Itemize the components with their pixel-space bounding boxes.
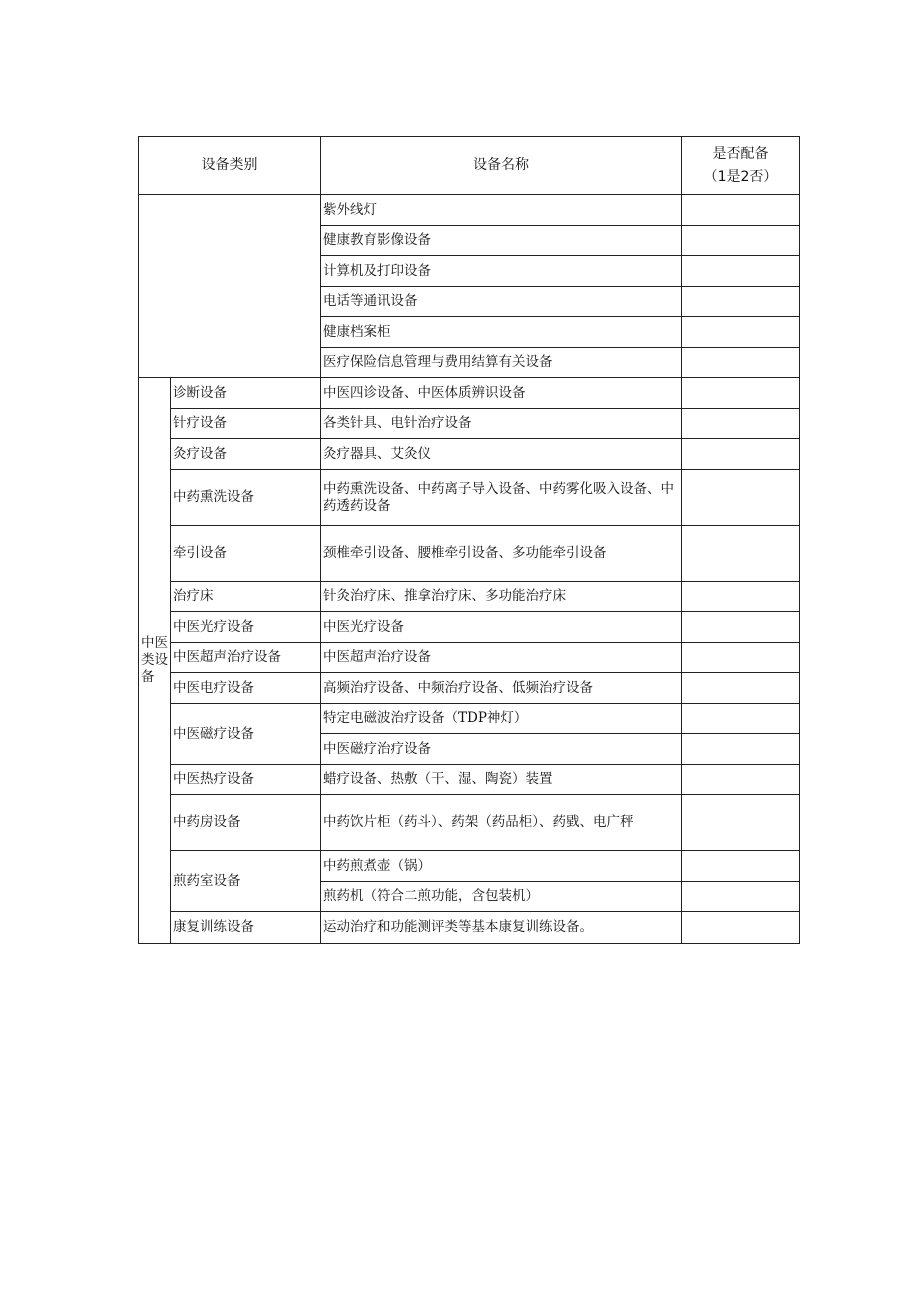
table-row [139, 643, 800, 673]
tcm-category-cell: 中医类设备 [139, 378, 171, 944]
header-row [139, 137, 800, 195]
table-row [139, 470, 800, 526]
table-row [139, 851, 800, 882]
item-name: 医疗保险信息管理与费用结算有关设备 [321, 348, 682, 378]
item-name: 针灸治疗床、推拿治疗床、多功能治疗床 [321, 582, 682, 612]
item-name: 中医四诊设备、中医体质辨识设备 [321, 378, 682, 409]
table-row [139, 582, 800, 612]
flag-cell[interactable] [682, 795, 800, 851]
item-name: 煎药机（符合二煎功能，含包装机） [321, 882, 682, 912]
subcategory: 治疗床 [171, 582, 321, 612]
item-name: 特定电磁波治疗设备（TDP神灯） [321, 704, 682, 734]
subcategory: 牵引设备 [171, 526, 321, 582]
flag-cell[interactable] [682, 582, 800, 612]
flag-cell[interactable] [682, 704, 800, 734]
item-name: 中医超声治疗设备 [321, 643, 682, 673]
item-name: 中医磁疗治疗设备 [321, 734, 682, 765]
item-name: 中药煎煮壶（锅） [321, 851, 682, 882]
flag-cell[interactable] [682, 526, 800, 582]
item-name: 健康档案柜 [321, 317, 682, 348]
flag-cell[interactable] [682, 643, 800, 673]
flag-cell[interactable] [682, 765, 800, 795]
flag-cell[interactable] [682, 195, 800, 226]
item-name: 蜡疗设备、热敷（干、湿、陶瓷）装置 [321, 765, 682, 795]
item-name: 各类针具、电针治疗设备 [321, 409, 682, 439]
flag-cell[interactable] [682, 439, 800, 470]
table-row [139, 378, 800, 409]
subcategory: 中医光疗设备 [171, 612, 321, 643]
equipment-table [138, 136, 800, 944]
table-row [139, 439, 800, 470]
flag-cell[interactable] [682, 348, 800, 378]
item-name: 中药熏洗设备、中药离子导入设备、中药雾化吸入设备、中药透药设备 [321, 470, 682, 526]
table-row [139, 673, 800, 704]
table-row [139, 526, 800, 582]
flag-cell[interactable] [682, 378, 800, 409]
header-flag [682, 137, 800, 195]
subcategory: 中医磁疗设备 [171, 704, 321, 765]
subcategory: 中医电疗设备 [171, 673, 321, 704]
subcategory: 针疗设备 [171, 409, 321, 439]
item-name: 电话等通讯设备 [321, 287, 682, 317]
flag-cell[interactable] [682, 734, 800, 765]
table-row [139, 195, 800, 226]
flag-cell[interactable] [682, 470, 800, 526]
subcategory: 中药房设备 [171, 795, 321, 851]
header-name: 设备名称 [321, 137, 682, 195]
item-name: 颈椎牵引设备、腰椎牵引设备、多功能牵引设备 [321, 526, 682, 582]
flag-cell[interactable] [682, 882, 800, 912]
subcategory: 煎药室设备 [171, 851, 321, 912]
flag-cell[interactable] [682, 317, 800, 348]
item-name: 中药饮片柜（药斗）、药架（药品柜）、药戥、电广秤 [321, 795, 682, 851]
table-row [139, 612, 800, 643]
table-row [139, 704, 800, 734]
item-name: 运动治疗和功能测评类等基本康复训练设备。 [321, 912, 682, 944]
table-row [139, 912, 800, 944]
item-name: 计算机及打印设备 [321, 256, 682, 287]
flag-cell[interactable] [682, 673, 800, 704]
subcategory: 灸疗设备 [171, 439, 321, 470]
subcategory: 中医热疗设备 [171, 765, 321, 795]
table-row [139, 409, 800, 439]
item-name: 紫外线灯 [321, 195, 682, 226]
flag-cell[interactable] [682, 256, 800, 287]
subcategory: 诊断设备 [171, 378, 321, 409]
header-flag-line1: 是否配备 [712, 145, 769, 162]
table-row [139, 765, 800, 795]
header-flag-line2: （1是2否） [703, 168, 778, 185]
header-category: 设备类别 [139, 137, 321, 195]
flag-cell[interactable] [682, 287, 800, 317]
subcategory: 康复训练设备 [171, 912, 321, 944]
flag-cell[interactable] [682, 226, 800, 256]
flag-cell[interactable] [682, 912, 800, 944]
item-name: 灸疗器具、艾灸仪 [321, 439, 682, 470]
flag-cell[interactable] [682, 851, 800, 882]
item-name: 高频治疗设备、中频治疗设备、低频治疗设备 [321, 673, 682, 704]
item-name: 中医光疗设备 [321, 612, 682, 643]
table-row [139, 795, 800, 851]
group1-category-cell [139, 195, 321, 378]
item-name: 健康教育影像设备 [321, 226, 682, 256]
flag-cell[interactable] [682, 409, 800, 439]
subcategory: 中医超声治疗设备 [171, 643, 321, 673]
subcategory: 中药熏洗设备 [171, 470, 321, 526]
flag-cell[interactable] [682, 612, 800, 643]
